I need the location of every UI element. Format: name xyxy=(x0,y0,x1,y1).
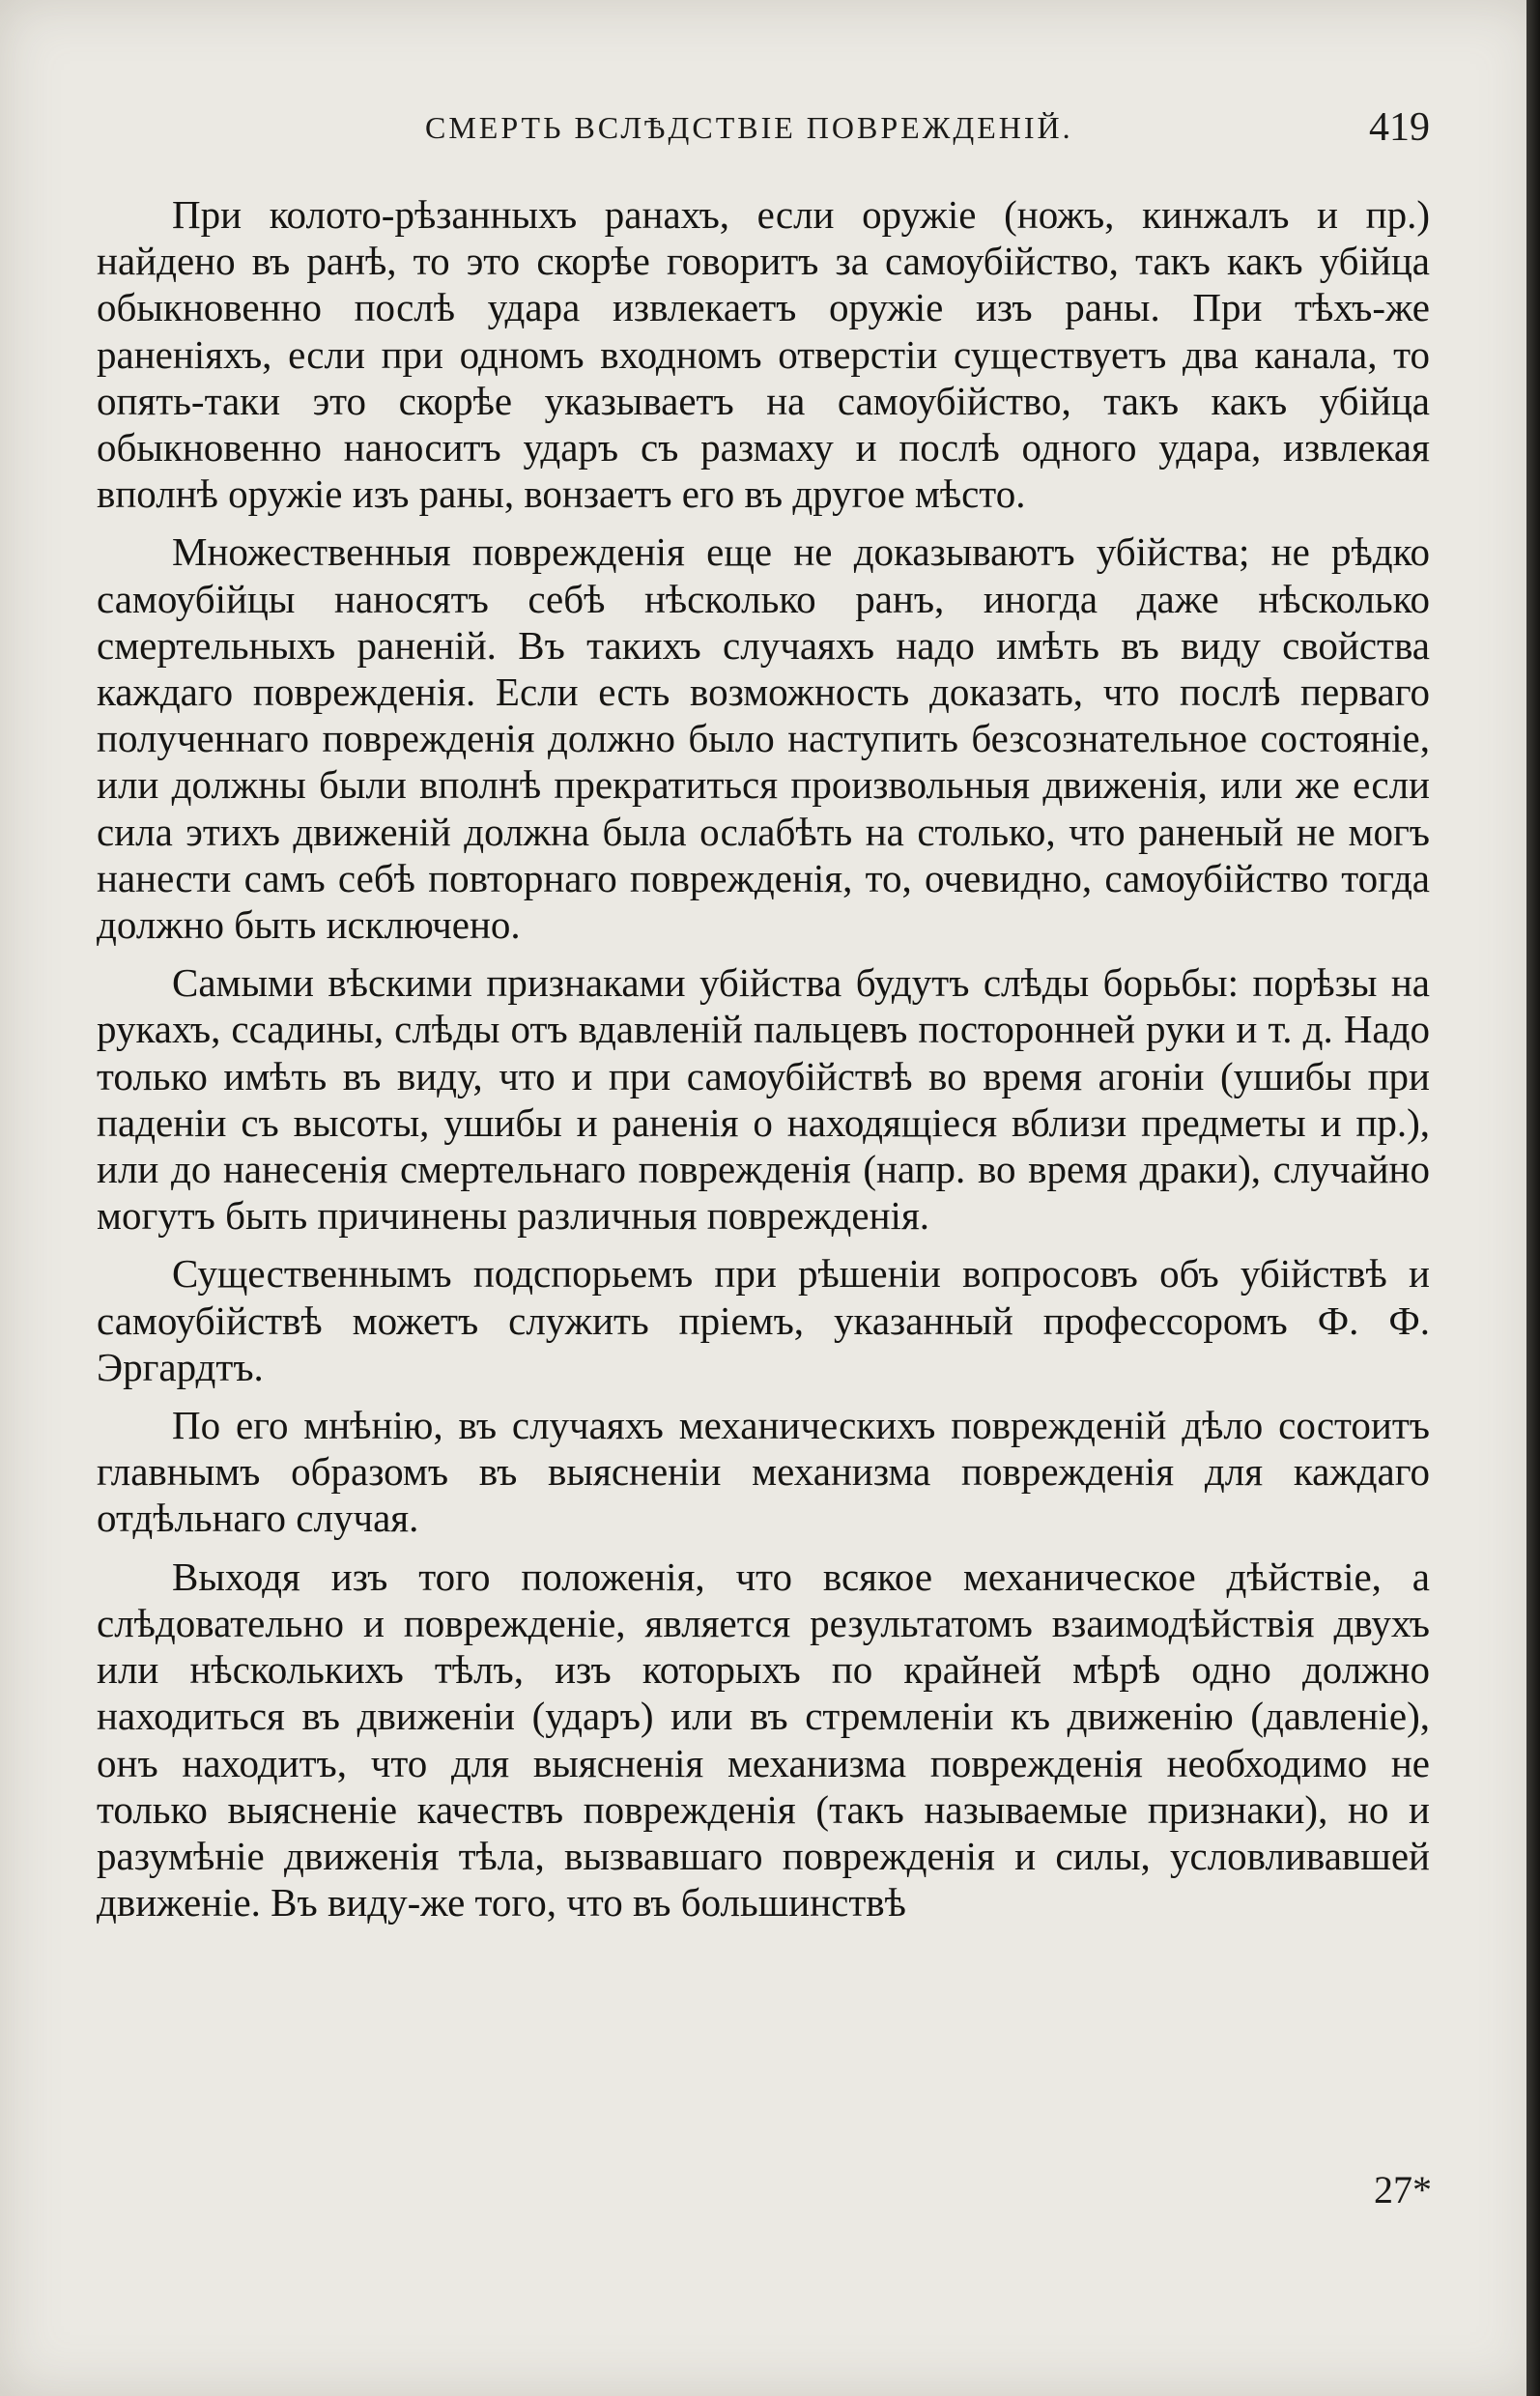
paragraph: Выходя изъ того положенія, что всякое механическое дѣйствіе, а слѣдовательно и поврежденіе, является результатомъ взаимодѣйствія двухъ или нѣсколькихъ тѣлъ, изъ которыхъ по крайней мѣрѣ одно должно находиться въ движеніи (ударъ) или въ стремленіи къ движенію (давленіе), онъ находитъ, что для выясненія механизма поврежденія необходимо не только выясненіе качествъ поврежденія (такъ называемые признаки), но и разумѣніе движенія тѣла, вызвавшаго поврежденія и силы, условливавшей движеніе. Въ виду-же того, что въ большинствѣ xyxy=(97,1554,1430,1925)
running-title: СМЕРТЬ ВСЛѢДСТВІЕ ПОВРЕЖДЕНІЙ. xyxy=(425,110,1073,145)
paragraph: При колото-рѣзанныхъ ранахъ, если оружіе (ножъ, кинжалъ и пр.) найдено въ ранѣ, то это скорѣе говоритъ за самоубійство, такъ какъ убійца обыкновенно послѣ удара извлекаетъ оружіе изъ раны. При тѣхъ-же раненіяхъ, если при одномъ входномъ отверстіи существуетъ два канала, то опять-таки это скорѣе указываетъ на самоубійство, такъ какъ убійца обыкновенно наноситъ ударъ съ размаху и послѣ одного удара, извлекая вполнѣ оружіе изъ раны, вонзаетъ его въ другое мѣсто. xyxy=(97,192,1430,517)
paragraph: По его мнѣнію, въ случаяхъ механическихъ поврежденій дѣло состоитъ главнымъ образомъ въ выясненіи механизма поврежденія для каждаго отдѣльнаго случая. xyxy=(97,1403,1430,1541)
body-text xyxy=(97,191,1430,1937)
paragraph: Самыми вѣскими признаками убійства будутъ слѣды борьбы: порѣзы на рукахъ, ссадины, слѣды отъ вдавленій пальцевъ посторонней руки и т. д. Надо только имѣть въ виду, что и при самоубійствѣ во время агоніи (ушибы при паденіи съ высоты, ушибы и раненія о находящіеся вблизи предметы и пр.), или до нанесенія смертельнаго поврежденія (напр. во время драки), случайно могутъ быть причинены различныя поврежденія. xyxy=(97,960,1430,1239)
page-header xyxy=(97,104,1430,162)
paragraph: Существеннымъ подспорьемъ при рѣшеніи вопросовъ объ убійствѣ и самоубійствѣ можетъ служить пріемъ, указанный профессоромъ Ф. Ф. Эргардтъ. xyxy=(97,1251,1430,1389)
page-number: 419 xyxy=(1369,105,1430,150)
paragraph: Множественныя поврежденія еще не доказываютъ убійства; не рѣдко самоубійцы наносятъ себѣ нѣсколько ранъ, иногда даже нѣсколько смертельныхъ раненій. Въ такихъ случаяхъ надо имѣть въ виду свойства каждаго поврежденія. Если есть возможность доказать, что послѣ перваго полученнаго поврежденія должно было наступить безсознательное состояніе, или должны были вполнѣ прекратиться произвольныя движенія, или же если сила этихъ движеній должна была ослабѣть на столько, что раненый не могъ нанести самъ себѣ повторнаго поврежденія, то, очевидно, самоубійство тогда должно быть исключено. xyxy=(97,529,1430,948)
signature-mark: 27* xyxy=(1374,2168,1432,2211)
page-edge-shadow xyxy=(1526,0,1540,2396)
